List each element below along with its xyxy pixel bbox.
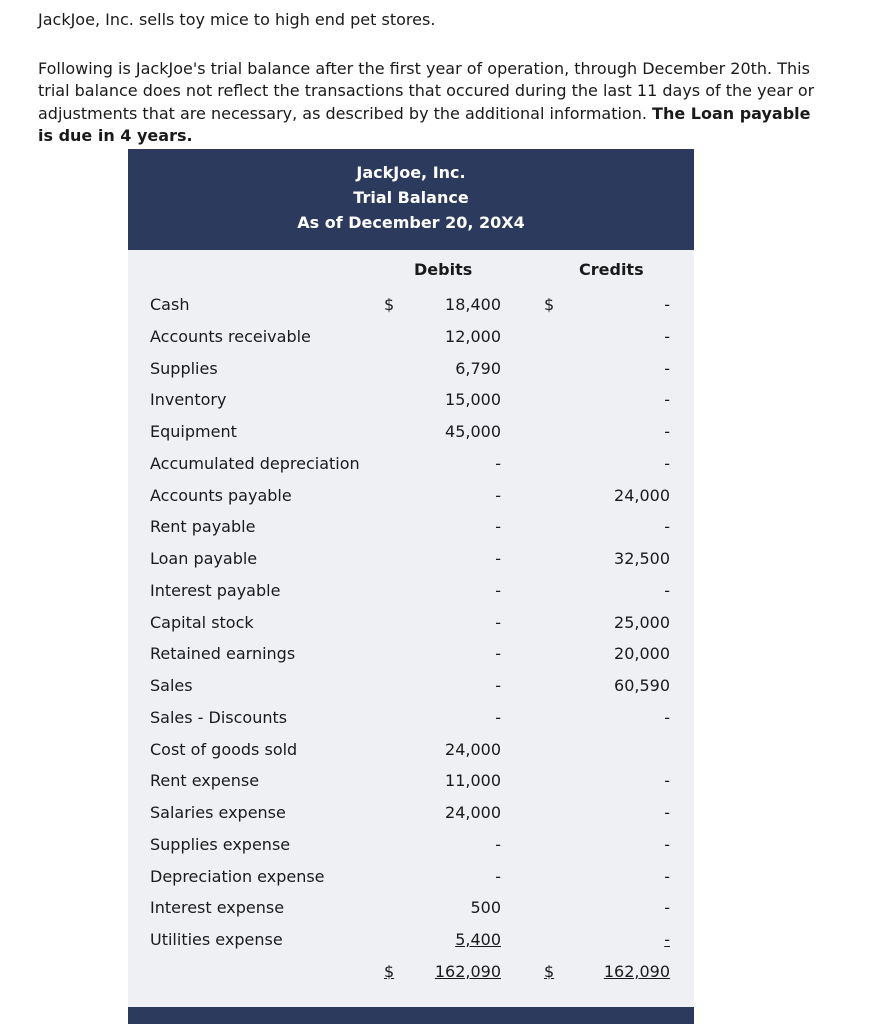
account-name: Rent payable bbox=[150, 517, 256, 537]
debit-currency-sign: $ bbox=[384, 295, 395, 314]
credit-amount: - bbox=[664, 803, 670, 822]
loan-note: The Loan payable is due in 4 years. bbox=[38, 103, 811, 145]
account-name: Supplies bbox=[150, 358, 218, 378]
debit-amount: - bbox=[495, 707, 501, 727]
trial-balance-footer-bar bbox=[128, 1007, 694, 1024]
credit-amount: 24,000 bbox=[614, 485, 670, 505]
debit-amount: 11,000 bbox=[445, 771, 501, 791]
intro-line: JackJoe, Inc. sells toy mice to high end pet stores. bbox=[38, 10, 436, 29]
debit-amount: - bbox=[495, 676, 501, 695]
credit-amount: - bbox=[664, 580, 670, 600]
account-name: Cash bbox=[150, 295, 190, 314]
debits-header: Debits bbox=[414, 260, 473, 279]
credit-amount: - bbox=[664, 390, 670, 410]
debit-amount: - bbox=[495, 644, 501, 664]
table-row bbox=[128, 611, 694, 635]
total-debit-currency-sign: $ bbox=[384, 961, 395, 981]
account-name: Depreciation expense bbox=[150, 866, 325, 886]
debit-amount: 15,000 bbox=[445, 390, 501, 410]
debit-amount: - bbox=[495, 453, 501, 473]
debit-amount: - bbox=[495, 866, 501, 886]
account-name: Loan payable bbox=[150, 549, 258, 568]
credit-amount: 20,000 bbox=[614, 644, 670, 664]
table-row bbox=[128, 388, 694, 412]
table-row bbox=[128, 293, 694, 317]
account-name: Retained earnings bbox=[150, 644, 296, 664]
table-row bbox=[128, 515, 694, 539]
table-row bbox=[128, 642, 694, 666]
debit-amount: 24,000 bbox=[445, 739, 501, 759]
account-name: Interest expense bbox=[150, 898, 285, 918]
credit-amount: - bbox=[664, 453, 670, 473]
credit-amount: 25,000 bbox=[614, 612, 670, 632]
debit-amount: - bbox=[495, 517, 501, 537]
debit-amount: - bbox=[495, 549, 501, 568]
trial-balance-header bbox=[128, 149, 694, 250]
table-row bbox=[128, 706, 694, 730]
table-row bbox=[128, 547, 694, 571]
intro-text bbox=[38, 9, 818, 148]
account-name: Supplies expense bbox=[150, 834, 291, 854]
table-row bbox=[128, 738, 694, 762]
account-name: Inventory bbox=[150, 390, 227, 410]
statement-title: Trial Balance bbox=[353, 188, 469, 207]
credit-amount: - bbox=[664, 707, 670, 727]
credit-currency-sign: $ bbox=[544, 295, 555, 314]
account-name: Salaries expense bbox=[150, 803, 286, 822]
table-row bbox=[128, 769, 694, 793]
debit-amount: - bbox=[495, 580, 501, 600]
credit-amount: 32,500 bbox=[614, 549, 670, 568]
intro-paragraph-text: Following is JackJoe's trial balance after the first year of operation, through December 20th. This trial balance does not reflect the transactions that occured during the last 11 days of the year or adjustments that are necessary, as described by the additional information. bbox=[38, 58, 815, 123]
account-name: Accumulated depreciation bbox=[150, 453, 360, 473]
account-name: Interest payable bbox=[150, 580, 281, 600]
table-row bbox=[128, 579, 694, 603]
debit-amount: 24,000 bbox=[445, 803, 501, 822]
credit-amount: - bbox=[664, 358, 670, 378]
credit-amount: - bbox=[664, 930, 670, 949]
table-row bbox=[128, 833, 694, 857]
debit-amount: - bbox=[495, 834, 501, 854]
debit-amount: 45,000 bbox=[445, 422, 501, 441]
credit-amount: - bbox=[664, 866, 670, 886]
statement-date: As of December 20, 20X4 bbox=[297, 213, 525, 232]
account-name: Accounts receivable bbox=[150, 326, 311, 346]
table-row bbox=[128, 484, 694, 508]
total-row bbox=[128, 960, 694, 984]
account-name: Rent expense bbox=[150, 771, 260, 791]
table-row bbox=[128, 452, 694, 476]
credit-amount: - bbox=[664, 295, 670, 314]
account-name: Capital stock bbox=[150, 612, 254, 632]
table-row bbox=[128, 674, 694, 698]
total-credit-amount: 162,090 bbox=[603, 961, 670, 981]
account-name: Cost of goods sold bbox=[150, 739, 298, 759]
debit-amount: 6,790 bbox=[455, 358, 501, 378]
credit-amount: - bbox=[664, 898, 670, 918]
table-row bbox=[128, 928, 694, 952]
total-credit-currency-sign: $ bbox=[544, 961, 555, 981]
debit-amount: - bbox=[495, 485, 501, 505]
debit-amount: 500 bbox=[470, 898, 501, 918]
account-name: Sales - Discounts bbox=[150, 707, 288, 727]
credit-amount: - bbox=[664, 422, 670, 441]
table-row bbox=[128, 325, 694, 349]
table-row bbox=[128, 801, 694, 825]
credit-amount: - bbox=[664, 834, 670, 854]
credit-amount: - bbox=[664, 517, 670, 537]
credit-amount: 60,590 bbox=[614, 676, 670, 695]
account-name: Accounts payable bbox=[150, 485, 292, 505]
intro-paragraph bbox=[38, 58, 818, 148]
table-row bbox=[128, 865, 694, 889]
account-name: Sales bbox=[150, 676, 193, 695]
credits-header: Credits bbox=[579, 260, 644, 279]
debit-amount: - bbox=[495, 612, 501, 632]
table-row bbox=[128, 420, 694, 444]
debit-amount: 5,400 bbox=[455, 930, 501, 949]
debit-amount: 12,000 bbox=[445, 326, 501, 346]
account-name: Utilities expense bbox=[150, 930, 283, 949]
table-row bbox=[128, 357, 694, 381]
debit-amount: 18,400 bbox=[445, 295, 501, 314]
total-debit-amount: 162,090 bbox=[434, 961, 501, 981]
credit-amount: - bbox=[664, 326, 670, 346]
credit-amount: - bbox=[664, 771, 670, 791]
account-name: Equipment bbox=[150, 422, 237, 441]
company-name: JackJoe, Inc. bbox=[356, 163, 466, 182]
table-row bbox=[128, 896, 694, 920]
